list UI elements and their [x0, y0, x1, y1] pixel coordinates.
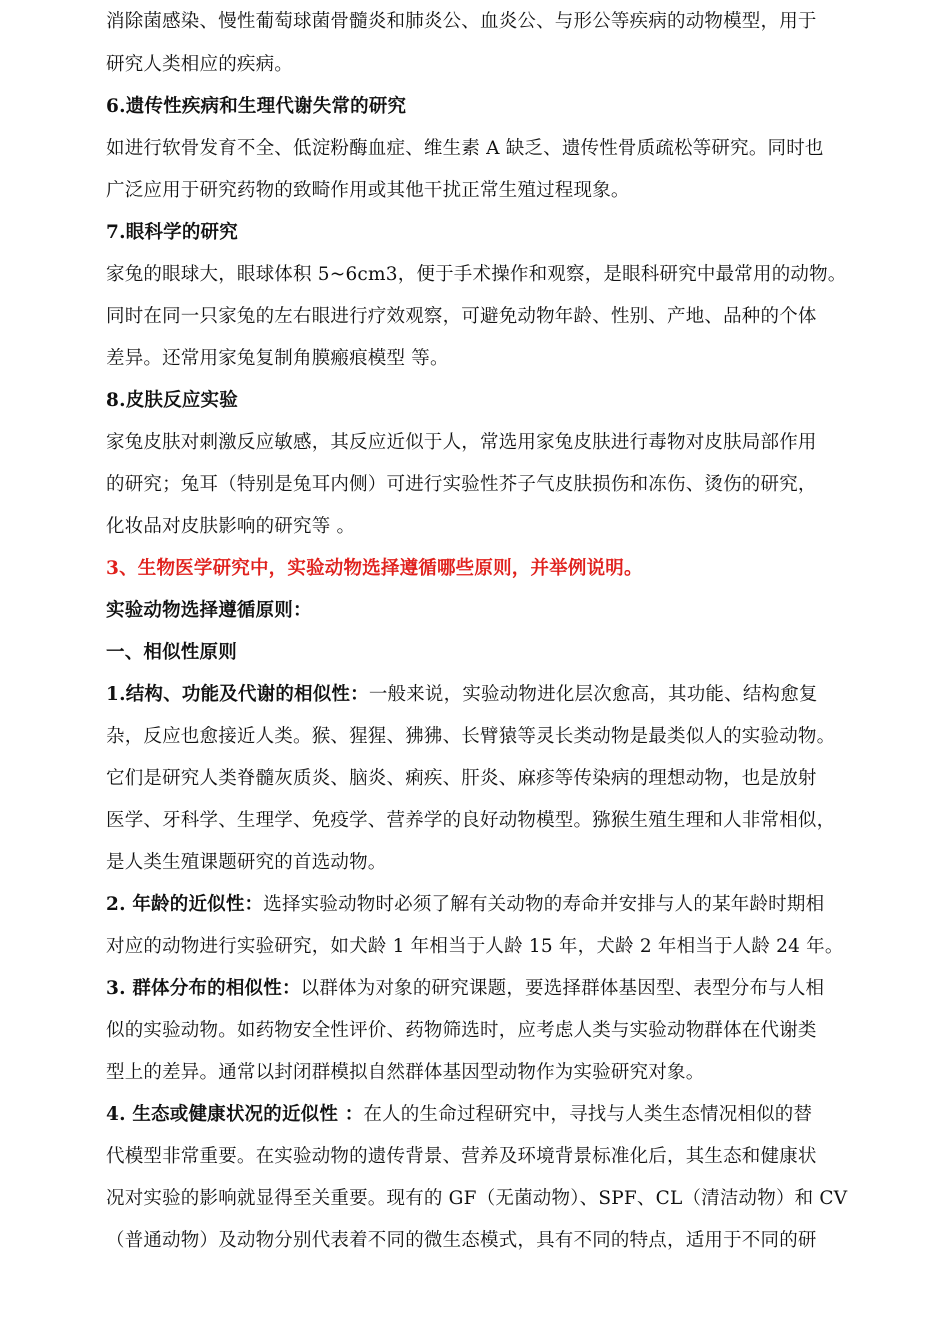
- paragraph-line: 它们是研究人类脊髓灰质炎、脑炎、痢疾、肝炎、麻疹等传染病的理想动物，也是放射: [106, 768, 817, 789]
- section-similarity: 一、相似性原则: [106, 642, 237, 663]
- heading-genetic-disease: 6.遗传性疾病和生理代谢失常的研究: [106, 96, 407, 117]
- paragraph-line: 如进行软骨发育不全、低淀粉酶血症、维生素 A 缺乏、遗传性骨质疏松等研究。同时也: [106, 138, 824, 159]
- paragraph-line: 4. 生态或健康状况的近似性 ：在人的生命过程研究中，寻找与人类生态情况相似的替: [106, 1104, 813, 1125]
- paragraph-line: 对应的动物进行实验研究，如犬龄 1 年相当于人龄 15 年，犬龄 2 年相当于人龄 24 年。: [106, 936, 844, 957]
- paragraph-line: 同时在同一只家兔的左右眼进行疗效观察，可避免动物年龄、性别、产地、品种的个体: [106, 306, 817, 327]
- paragraph-line: 化妆品对皮肤影响的研究等 。: [106, 516, 356, 537]
- paragraph-line: 研究人类相应的疾病。: [106, 54, 294, 75]
- paragraph-line: 广泛应用于研究药物的致畸作用或其他干扰正常生殖过程现象。: [106, 180, 630, 201]
- principles-title: 实验动物选择遵循原则：: [106, 600, 312, 621]
- paragraph-line: 医学、牙科学、生理学、免疫学、营养学的良好动物模型。猕猴生殖生理和人非常相似，: [106, 810, 836, 831]
- document-body: [106, 11, 851, 1262]
- paragraph-line: 3. 群体分布的相似性：以群体为对象的研究课题，要选择群体基因型、表型分布与人相: [106, 978, 825, 999]
- paragraph-line: 型上的差异。通常以封闭群模拟自然群体基因型动物作为实验研究对象。: [106, 1062, 705, 1083]
- heading-skin-reaction: 8.皮肤反应实验: [106, 390, 238, 411]
- subheading-population: 3. 群体分布的相似性：: [106, 978, 301, 999]
- question-heading: 3、生物医学研究中，实验动物选择遵循哪些原则，并举例说明。: [106, 558, 643, 579]
- paragraph-line: 代模型非常重要。在实验动物的遗传背景、营养及环境背景标准化后，其生态和健康状: [106, 1146, 817, 1167]
- subheading-structure: 1.结构、功能及代谢的相似性：: [106, 684, 369, 705]
- paragraph-line: 2. 年龄的近似性：选择实验动物时必须了解有关动物的寿命并安排与人的某年龄时期相: [106, 894, 825, 915]
- paragraph-line: 杂，反应也愈接近人类。猴、猩猩、狒狒、长臂猿等灵长类动物是最类似人的实验动物。: [106, 726, 836, 747]
- paragraph-line: 家兔的眼球大，眼球体积 5~6cm3，便于手术操作和观察，是眼科研究中最常用的动物。: [106, 264, 847, 285]
- subheading-age: 2. 年龄的近似性：: [106, 894, 264, 915]
- cut-off-line: 消除菌感染、慢性葡萄球菌骨髓炎和肺炎公、血炎公、与形公等疾病的动物模型，用于: [106, 11, 817, 32]
- paragraph-line: 家兔皮肤对刺激反应敏感，其反应近似于人，常选用家兔皮肤进行毒物对皮肤局部作用: [106, 432, 817, 453]
- paragraph-line: 1.结构、功能及代谢的相似性：一般来说，实验动物进化层次愈高，其功能、结构愈复: [106, 684, 818, 705]
- paragraph-line: 的研究；兔耳（特别是兔耳内侧）可进行实验性芥子气皮肤损伤和冻伤、烫伤的研究，: [106, 474, 817, 495]
- paragraph-line: 况对实验的影响就显得至关重要。现有的 GF（无菌动物）、SPF、CL（清洁动物）和 CV: [106, 1188, 848, 1209]
- paragraph-line: （普通动物）及动物分别代表着不同的微生态模式，具有不同的特点，适用于不同的研: [106, 1230, 817, 1251]
- paragraph-line: 是人类生殖课题研究的首选动物。: [106, 852, 387, 873]
- heading-ophthalmology: 7.眼科学的研究: [106, 222, 238, 243]
- paragraph-line: 似的实验动物。如药物安全性评价、药物筛选时，应考虑人类与实验动物群体在代谢类: [106, 1020, 817, 1041]
- subheading-ecology: 4. 生态或健康状况的近似性 ：: [106, 1104, 364, 1125]
- paragraph-line: 差异。还常用家兔复制角膜瘢痕模型 等。: [106, 348, 449, 369]
